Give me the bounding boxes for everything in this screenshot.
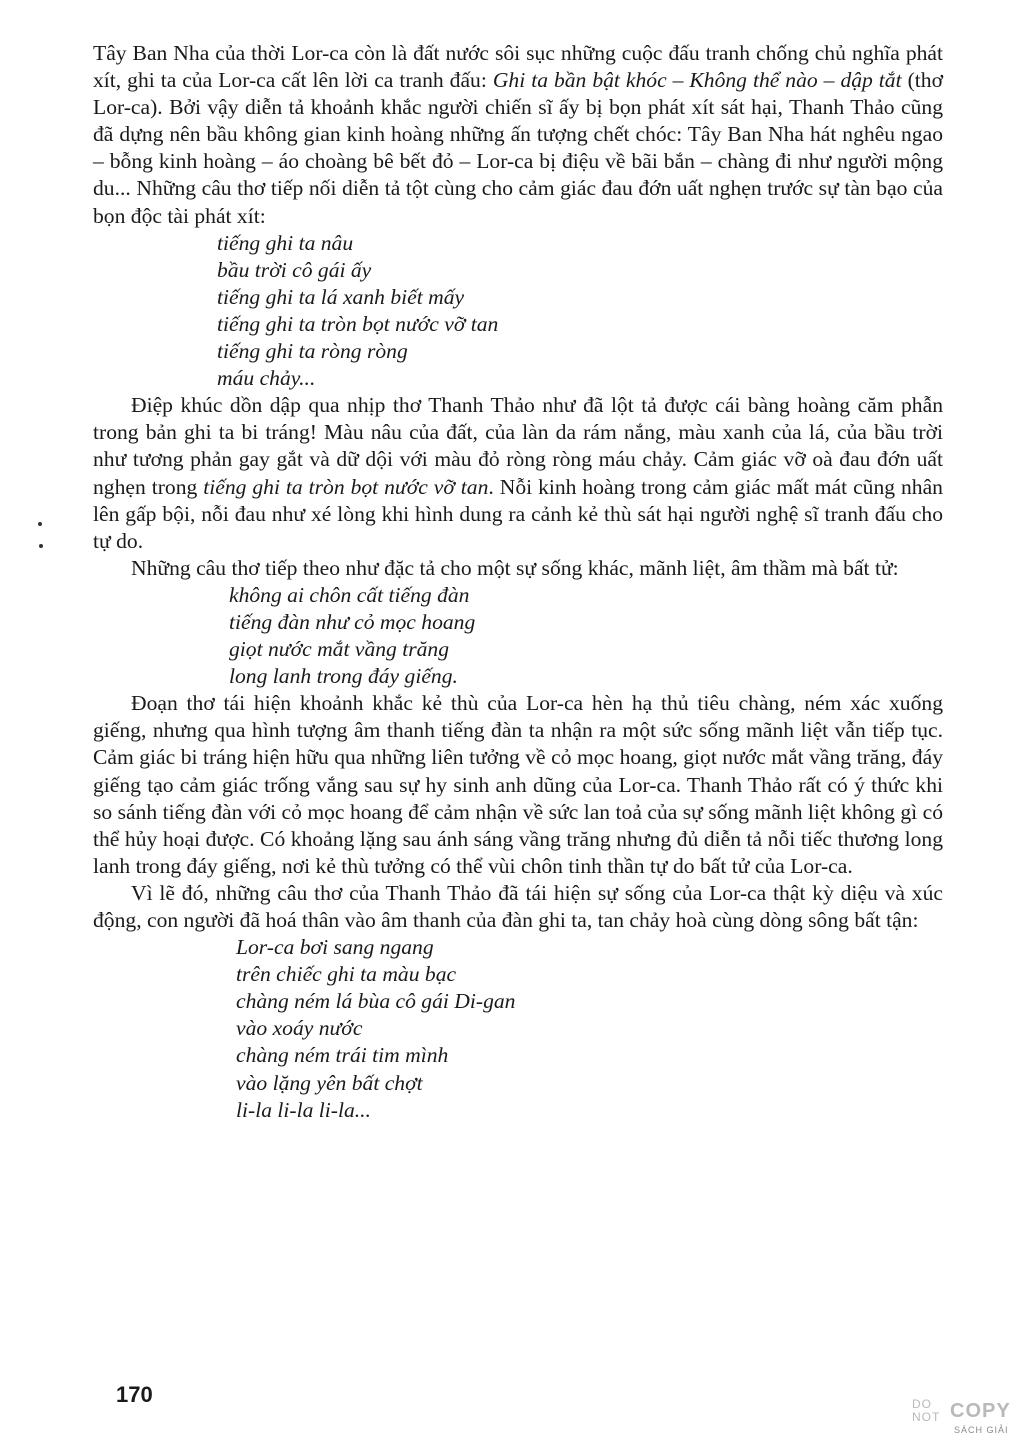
poem-line: tiếng đàn như cỏ mọc hoang	[229, 609, 476, 634]
poem-line: không ai chôn cất tiếng đàn	[229, 582, 470, 607]
poem-excerpt-2	[93, 582, 943, 690]
paragraph-1: Tây Ban Nha của thời Lor-ca còn là đất nước sôi sục những cuộc đấu tranh chống chủ nghĩa phát xít, ghi ta của Lor-ca cất lên lời ca tranh đấu: Ghi ta bần bật khóc – Không thể nào – dập tắt (thơ Lor-ca). Bởi vậy diễn tả khoảnh khắc người chiến sĩ ấy bị bọn phát xít sát hại, Thanh Thảo cũng đã dựng nên bầu không gian kinh hoàng những ấn tượng chết chóc: Tây Ban Nha hát nghêu ngao – bỗng kinh hoàng – áo choàng bê bết đỏ – Lor-ca bị điệu về bãi bắn – chàng đi như người mộng du... Những câu thơ tiếp nối diễn tả tột cùng cho cảm giác đau đớn uất nghẹn trước sự tàn bạo của bọn độc tài phát xít:	[93, 41, 943, 228]
page-number: 170	[116, 1382, 153, 1407]
paragraph-2: Điệp khúc dồn dập qua nhịp thơ Thanh Thảo như đã lột tả được cái bàng hoàng căm phẫn trong bản ghi ta bi tráng! Màu nâu của đất, của làn da rám nắng, màu xanh của lá, của bầu trời như tương phản gay gắt và dữ dội với màu đỏ ròng ròng máu chảy. Cảm giác vỡ oà đau đớn uất nghẹn trong tiếng ghi ta tròn bọt nước vỡ tan. Nỗi kinh hoàng trong cảm giác mất mát cũng nhân lên gấp bội, nỗi đau như xé lòng khi hình dung ra cảnh kẻ thù sát hại người nghệ sĩ tranh đấu cho tự do.	[93, 393, 943, 553]
quote-inline: tiếng ghi ta tròn bọt nước vỡ tan	[203, 474, 489, 499]
poem-line: long lanh trong đáy giếng.	[229, 664, 458, 689]
poem-excerpt-3	[93, 934, 943, 1124]
paragraph-5: Vì lẽ đó, những câu thơ của Thanh Thảo đã tái hiện sự sống của Lor-ca thật kỳ diệu và xúc động, con người đã hoá thân vào âm thanh của đàn ghi ta, tan chảy hoà cùng dòng sông bất tận:	[93, 880, 943, 932]
poem-line: chàng ném lá bùa cô gái Di-gan	[236, 989, 516, 1014]
watermark-copy: COPY	[950, 1400, 1011, 1422]
watermark-logo	[912, 1398, 1012, 1442]
paragraph-3: Những câu thơ tiếp theo như đặc tả cho một sự sống khác, mãnh liệt, âm thầm mà bất tử:	[131, 555, 899, 580]
poem-line: Lor-ca bơi sang ngang	[236, 935, 434, 960]
poem-line: tiếng ghi ta nâu	[217, 230, 354, 255]
poem-line: tiếng ghi ta lá xanh biết mấy	[217, 284, 465, 309]
poem-line: li-la li-la li-la...	[236, 1097, 371, 1122]
poem-line: chàng ném trái tim mình	[236, 1043, 449, 1068]
margin-dot	[38, 522, 42, 526]
watermark-do: DO	[912, 1397, 932, 1411]
watermark-not: NOT	[912, 1410, 941, 1424]
watermark-brand: SÁCH GIẢI	[954, 1425, 1009, 1435]
poem-line: bầu trời cô gái ấy	[217, 257, 372, 282]
poem-line: tiếng ghi ta tròn bọt nước vỡ tan	[217, 311, 499, 336]
poem-line: vào xoáy nước	[236, 1016, 363, 1041]
poem-excerpt-1	[93, 230, 943, 393]
margin-dot	[39, 544, 43, 548]
poem-line: giọt nước mắt vầng trăng	[229, 637, 450, 662]
margin-marks	[36, 522, 44, 552]
poem-line: tiếng ghi ta ròng ròng	[217, 339, 408, 364]
poem-line: máu chảy...	[217, 366, 316, 391]
quote-lorca: Ghi ta bần bật khóc – Không thể nào – dập tắt	[492, 68, 902, 93]
poem-line: vào lặng yên bất chợt	[236, 1070, 423, 1095]
body-text	[93, 40, 943, 1124]
poem-line: trên chiếc ghi ta màu bạc	[236, 962, 457, 987]
paragraph-4: Đoạn thơ tái hiện khoảnh khắc kẻ thù của Lor-ca hèn hạ thủ tiêu chàng, ném xác xuống giếng, nhưng qua hình tượng âm thanh tiếng đàn ta nhận ra một sức sống mãnh liệt vẫn tiếp tục. Cảm giác bi tráng hiện hữu qua những liên tưởng về cỏ mọc hoang, giọt nước mắt vầng trăng, đáy giếng tạo cảm giác trống vắng sau sự hy sinh anh dũng của Lor-ca. Thanh Thảo rất có ý thức khi so sánh tiếng đàn với cỏ mọc hoang để cảm nhận về sức lan toả của sự sống mãnh liệt không gì có thể hủy hoại được. Có khoảng lặng sau ánh sáng vầng trăng nhưng đủ diễn tả nỗi tiếc thương long lanh trong đáy giếng, nơi kẻ thù tưởng có thể vùi chôn tinh thần tự do bất tử của Lor-ca.	[93, 691, 943, 878]
